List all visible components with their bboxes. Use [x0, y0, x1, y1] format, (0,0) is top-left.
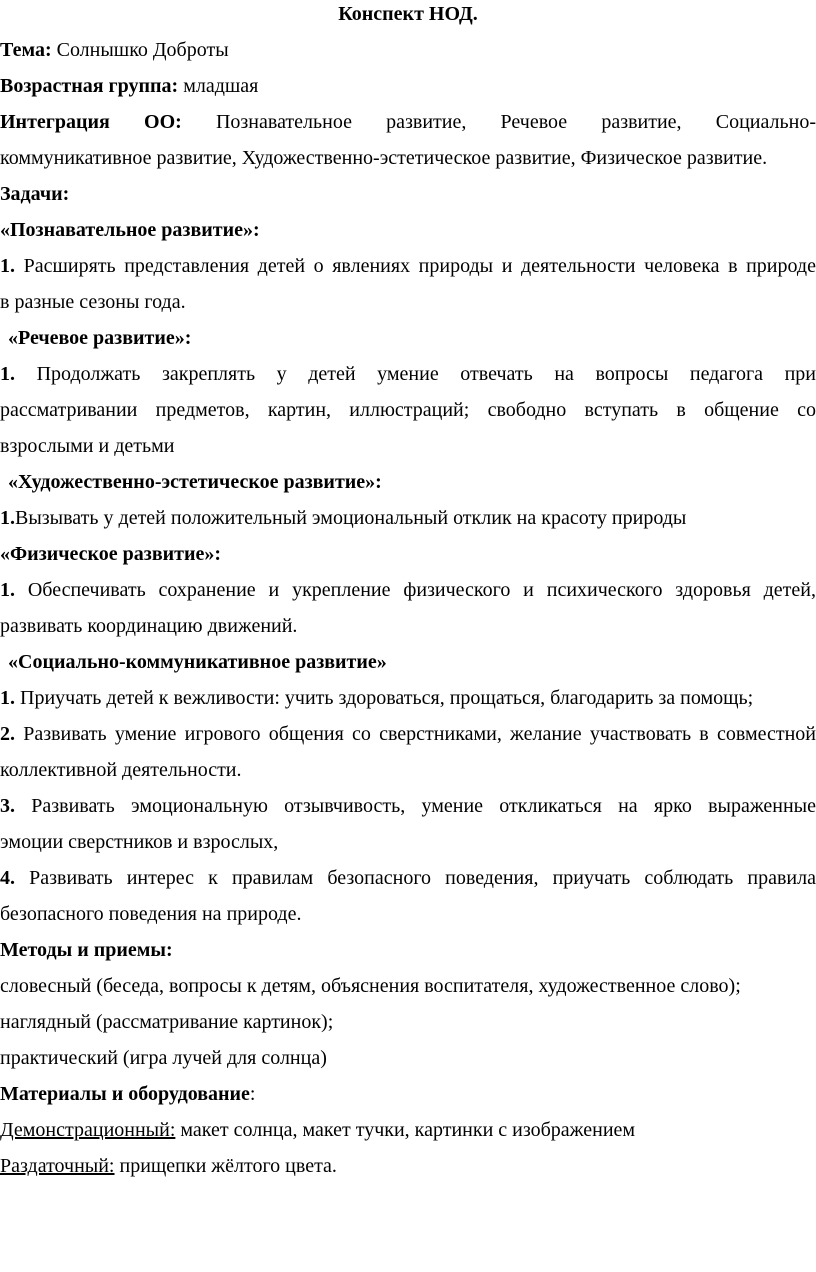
social-item-2-line-1 [0, 722, 816, 746]
speech-item-1-line-2: рассматривании предметов, картин, иллюстраций; свободно вступать в общение со [0, 399, 816, 421]
physical-item-1-text: Обеспечивать сохранение и укрепление физического и психического здоровья детей, [15, 579, 816, 601]
integration-text-1: Познавательное развитие, Речевое развитие, Социально- [181, 111, 816, 133]
social-item-4-line-1 [0, 866, 816, 890]
speech-item-1-text: Продолжать закреплять у детей умение отвечать на вопросы педагога при [15, 363, 816, 385]
artistic-item-1-number: 1. [0, 507, 15, 529]
physical-heading: «Физическое развитие»: [0, 543, 222, 565]
social-item-2-line-2: коллективной деятельности. [0, 759, 242, 781]
social-item-4-number: 4. [0, 867, 15, 889]
materials-colon: : [249, 1083, 256, 1105]
speech-item-1-number: 1. [0, 363, 15, 385]
methods-heading: Методы и приемы: [0, 939, 173, 961]
artistic-item-1 [0, 506, 816, 530]
social-heading: «Социально-коммуникативное развитие» [8, 651, 387, 673]
speech-item-1-line-3: взрослыми и детьми [0, 435, 175, 457]
materials-heading: Материалы и оборудование [0, 1083, 250, 1105]
speech-item-1-line-1 [0, 362, 816, 386]
materials-handout-line [0, 1154, 816, 1178]
materials-handout-value: прищепки жёлтого цвета. [114, 1155, 337, 1177]
topic-line [0, 38, 816, 62]
topic-label: Тема: [0, 39, 52, 61]
materials-handout-label: Раздаточный: [0, 1155, 115, 1177]
social-item-3-line-1 [0, 794, 816, 818]
materials-demo-line [0, 1118, 816, 1142]
materials-demo-value: макет солнца, макет тучки, картинки с изображением [175, 1119, 636, 1141]
social-item-3-text: Развивать эмоциональную отзывчивость, умение откликаться на ярко выраженные [15, 795, 816, 817]
age-group-value: младшая [178, 75, 259, 97]
speech-heading: «Речевое развитие»: [8, 327, 192, 349]
artistic-item-1-text: Вызывать у детей положительный эмоциональный отклик на красоту природы [15, 507, 687, 529]
integration-line-1 [0, 110, 816, 134]
materials-heading-line [0, 1082, 816, 1106]
social-item-1 [0, 686, 816, 710]
cognitive-item-1-number: 1. [0, 255, 15, 277]
physical-item-1-line-2: развивать координацию движений. [0, 615, 298, 637]
artistic-heading: «Художественно-эстетическое развитие»: [8, 471, 382, 493]
method-practical: практический (игра лучей для солнца) [0, 1047, 327, 1069]
physical-item-1-line-1 [0, 578, 816, 602]
document-title: Конспект НОД. [338, 3, 478, 25]
integration-line-2: коммуникативное развитие, Художественно-эстетическое развитие, Физическое развитие. [0, 147, 768, 169]
cognitive-item-1-line-2: в разные сезоны года. [0, 291, 186, 313]
tasks-heading: Задачи: [0, 183, 70, 205]
age-group-label: Возрастная группа: [0, 75, 179, 97]
social-item-3-number: 3. [0, 795, 15, 817]
cognitive-item-1-line-1 [0, 254, 816, 278]
cognitive-item-1-text: Расширять представления детей о явлениях природы и деятельности человека в природе [15, 255, 816, 277]
social-item-2-number: 2. [0, 723, 15, 745]
age-group-line [0, 74, 816, 98]
integration-label: Интеграция ОО: [0, 111, 182, 133]
topic-value: Солнышко Доброты [51, 39, 229, 61]
social-item-4-text: Развивать интерес к правилам безопасного поведения, приучать соблюдать правила [15, 867, 816, 889]
physical-item-1-number: 1. [0, 579, 15, 601]
materials-demo-label: Демонстрационный: [0, 1119, 176, 1141]
social-item-1-number: 1. [0, 687, 15, 709]
social-item-2-text: Развивать умение игрового общения со сверстниками, желание участвовать в совместной [15, 723, 816, 745]
method-verbal: словесный (беседа, вопросы к детям, объяснения воспитателя, художественное слово); [0, 975, 741, 997]
social-item-3-line-2: эмоции сверстников и взрослых, [0, 831, 279, 853]
social-item-1-text: Приучать детей к вежливости: учить здороваться, прощаться, благодарить за помощь; [15, 687, 754, 709]
method-visual: наглядный (рассматривание картинок); [0, 1011, 334, 1033]
social-item-4-line-2: безопасного поведения на природе. [0, 903, 302, 925]
cognitive-heading: «Познавательное развитие»: [0, 219, 260, 241]
